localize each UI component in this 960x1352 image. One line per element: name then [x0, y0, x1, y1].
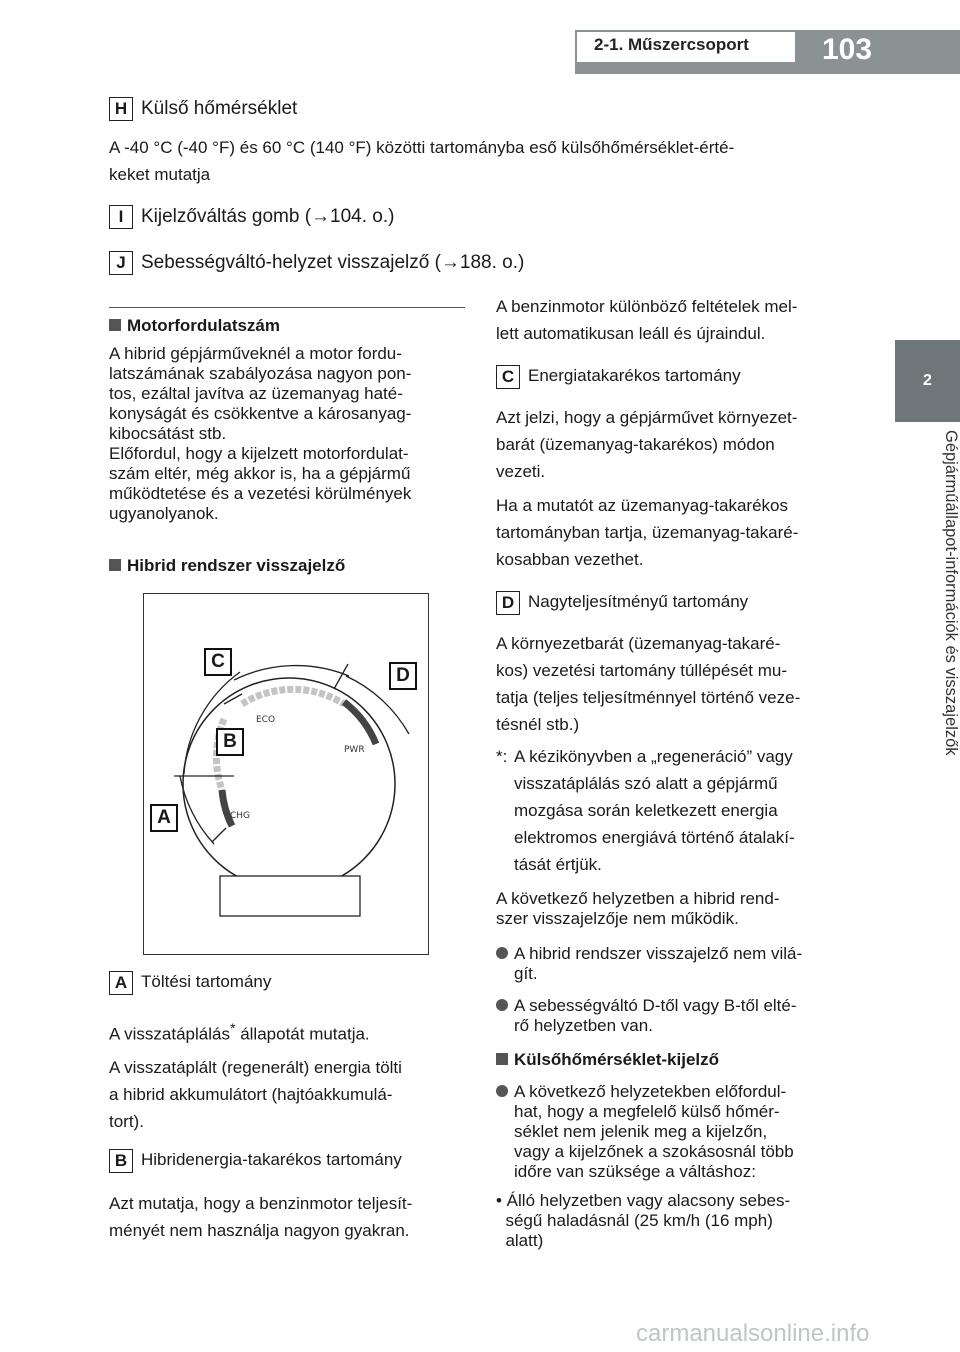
marker-a: A [109, 971, 133, 995]
item-d-label: Nagyteljesítményű tartomány [528, 592, 749, 611]
c2-line: tartományban tartja, üzemanyag-takaré- [496, 523, 799, 542]
bullet-2: A sebességváltó D-től vagy B-től elté- [496, 996, 797, 1016]
chapter-title: Gépjárműállapot-információk és visszajelzők [942, 430, 960, 756]
rpm-line: ugyanolyanok. [109, 504, 219, 523]
figure-label-c: C [204, 648, 232, 676]
item-h-desc-1: A -40 °C (-40 °F) és 60 °C (140 °F) közötti tartományba eső külsőhőmérséklet-érté- [109, 138, 735, 157]
c2-line: Ha a mutatót az üzemanyag-takarékos [496, 496, 788, 515]
d-line: kos) vezetési tartomány túllépését mu- [496, 661, 788, 680]
hybrid-indicator-figure [143, 593, 429, 955]
bullet-dot-icon [496, 947, 508, 959]
sub-bullet-line: • Álló helyzetben vagy alacsony sebes- [496, 1191, 791, 1210]
d-line: tésnél stb.) [496, 715, 580, 734]
eco-text: ECO [256, 715, 276, 725]
square-bullet-icon [496, 1053, 508, 1065]
bullet-1: A hibrid rendszer visszajelző nem vilá- [496, 944, 802, 964]
item-i [109, 204, 394, 230]
item-j-label: Sebességváltó-helyzet visszajelző (→188. o.) [141, 252, 525, 273]
footnote-line: elektromos energiává történő átalakí- [514, 828, 795, 847]
a-more-line: tort). [109, 1112, 144, 1131]
bullet-2-cont: rő helyzetben van. [514, 1016, 653, 1035]
bullet-3-cont: vagy a kijelzőnek a szokásosnál több [514, 1142, 794, 1161]
bullet-3: A következő helyzetekben előfordul- [496, 1082, 786, 1102]
rpm-line: latszámának szabályozása nagyon pon- [109, 364, 412, 383]
footnote-line: tását értjük. [514, 855, 602, 874]
pwr-text: PWR [344, 745, 365, 755]
bullet-3-cont: séklet nem jelenik meg a kijelzőn, [514, 1122, 768, 1141]
footnote-line: mozgása során keletkezett energia [514, 801, 778, 820]
a-text: A visszatáplálás* állapotát mutatja. [109, 1021, 370, 1044]
rpm-line: Előfordul, hogy a kijelzett motorfordulat- [109, 444, 409, 463]
b-line: Azt mutatja, hogy a benzinmotor teljesít- [109, 1194, 413, 1213]
rpm-line: kibocsátást stb. [109, 424, 227, 443]
marker-j: J [109, 251, 133, 275]
marker-d: D [496, 591, 520, 615]
item-a-label: Töltési tartomány [141, 972, 272, 991]
footnote-line: visszatáplálás szó alatt a gépjármű [514, 774, 778, 793]
footnote-line: A kézikönyvben a „regeneráció” vagy [514, 747, 793, 766]
intro-line: lett automatikusan leáll és újraindul. [496, 324, 766, 343]
figure-label-b: B [216, 728, 244, 756]
d-line: A környezetbarát (üzemanyag-takaré- [496, 634, 781, 653]
a-more-line: A visszatáplált (regenerált) energia tölti [109, 1058, 402, 1077]
item-h [109, 96, 297, 122]
item-d [496, 588, 748, 615]
bullet-3-cont: időre van szüksége a váltáshoz: [514, 1162, 756, 1181]
marker-i: I [109, 205, 133, 229]
d-line: tatja (teljes teljesítménnyel történő veze- [496, 688, 801, 707]
marker-h: H [109, 97, 133, 121]
gauge-illustration [144, 594, 428, 954]
square-bullet-icon [109, 319, 121, 331]
page-number: 103 [822, 33, 873, 66]
item-h-desc-2: keket mutatja [109, 165, 211, 184]
not-work-line: szer visszajelzője nem működik. [496, 909, 739, 928]
not-work-line: A következő helyzetben a hibrid rend- [496, 889, 780, 908]
a-more-line: a hibrid akkumulátort (hajtóakkumulá- [109, 1085, 393, 1104]
rpm-line: A hibrid gépjárműveknél a motor fordu- [109, 344, 402, 363]
rpm-heading: Motorfordulatszám [109, 316, 280, 336]
item-b [109, 1146, 402, 1173]
rpm-line: konyságát és csökkentve a károsanyag- [109, 404, 412, 423]
marker-c: C [496, 365, 520, 389]
item-j [109, 250, 524, 276]
chg-text: CHG [230, 811, 251, 821]
item-a [109, 968, 271, 995]
figure-label-d: D [389, 662, 417, 690]
c-line: Azt jelzi, hogy a gépjárművet környezet- [496, 408, 798, 427]
hybrid-heading: Hibrid rendszer visszajelző [109, 556, 345, 576]
c-line: vezeti. [496, 462, 546, 481]
watermark: carmanualsonline.info [636, 1320, 870, 1347]
marker-b: B [109, 1149, 133, 1173]
b-line: ményét nem használja nagyon gyakran. [109, 1221, 410, 1240]
sub-bullet-line: alatt) [496, 1231, 544, 1250]
item-c-label: Energiatakarékos tartomány [528, 366, 741, 385]
rpm-line: működtetése és a vezetési körülmények [109, 484, 412, 503]
footnote-mark: *: [496, 747, 508, 766]
figure-label-a: A [150, 804, 178, 832]
divider [109, 307, 465, 308]
bullet-3-cont: hat, hogy a megfelelő külső hőmér- [514, 1102, 780, 1121]
section-title: 2-1. Műszercsoport [594, 35, 749, 54]
item-c [496, 362, 741, 389]
item-h-label: Külső hőmérséklet [141, 98, 298, 119]
c2-line: kosabban vezethet. [496, 550, 644, 569]
sub-bullet-line: ségű haladásnál (25 km/h (16 mph) [496, 1211, 773, 1230]
item-i-label: Kijelzőváltás gomb (→104. o.) [141, 206, 395, 227]
bullet-1-cont: gít. [514, 964, 538, 983]
chapter-tab: 2 [895, 340, 960, 422]
item-b-label: Hibridenergia-takarékos tartomány [141, 1150, 402, 1169]
bullet-dot-icon [496, 999, 508, 1011]
square-bullet-icon [109, 559, 121, 571]
rpm-line: tos, ezáltal javítva az üzemanyag haté- [109, 384, 403, 403]
intro-line: A benzinmotor különböző feltételek mel- [496, 297, 798, 316]
c-line: barát (üzemanyag-takarékos) módon [496, 435, 775, 454]
bullet-dot-icon [496, 1085, 508, 1097]
ext-heading: Külsőhőmérséklet-kijelző [496, 1050, 719, 1070]
rpm-line: szám eltér, még akkor is, ha a gépjármű [109, 464, 411, 483]
